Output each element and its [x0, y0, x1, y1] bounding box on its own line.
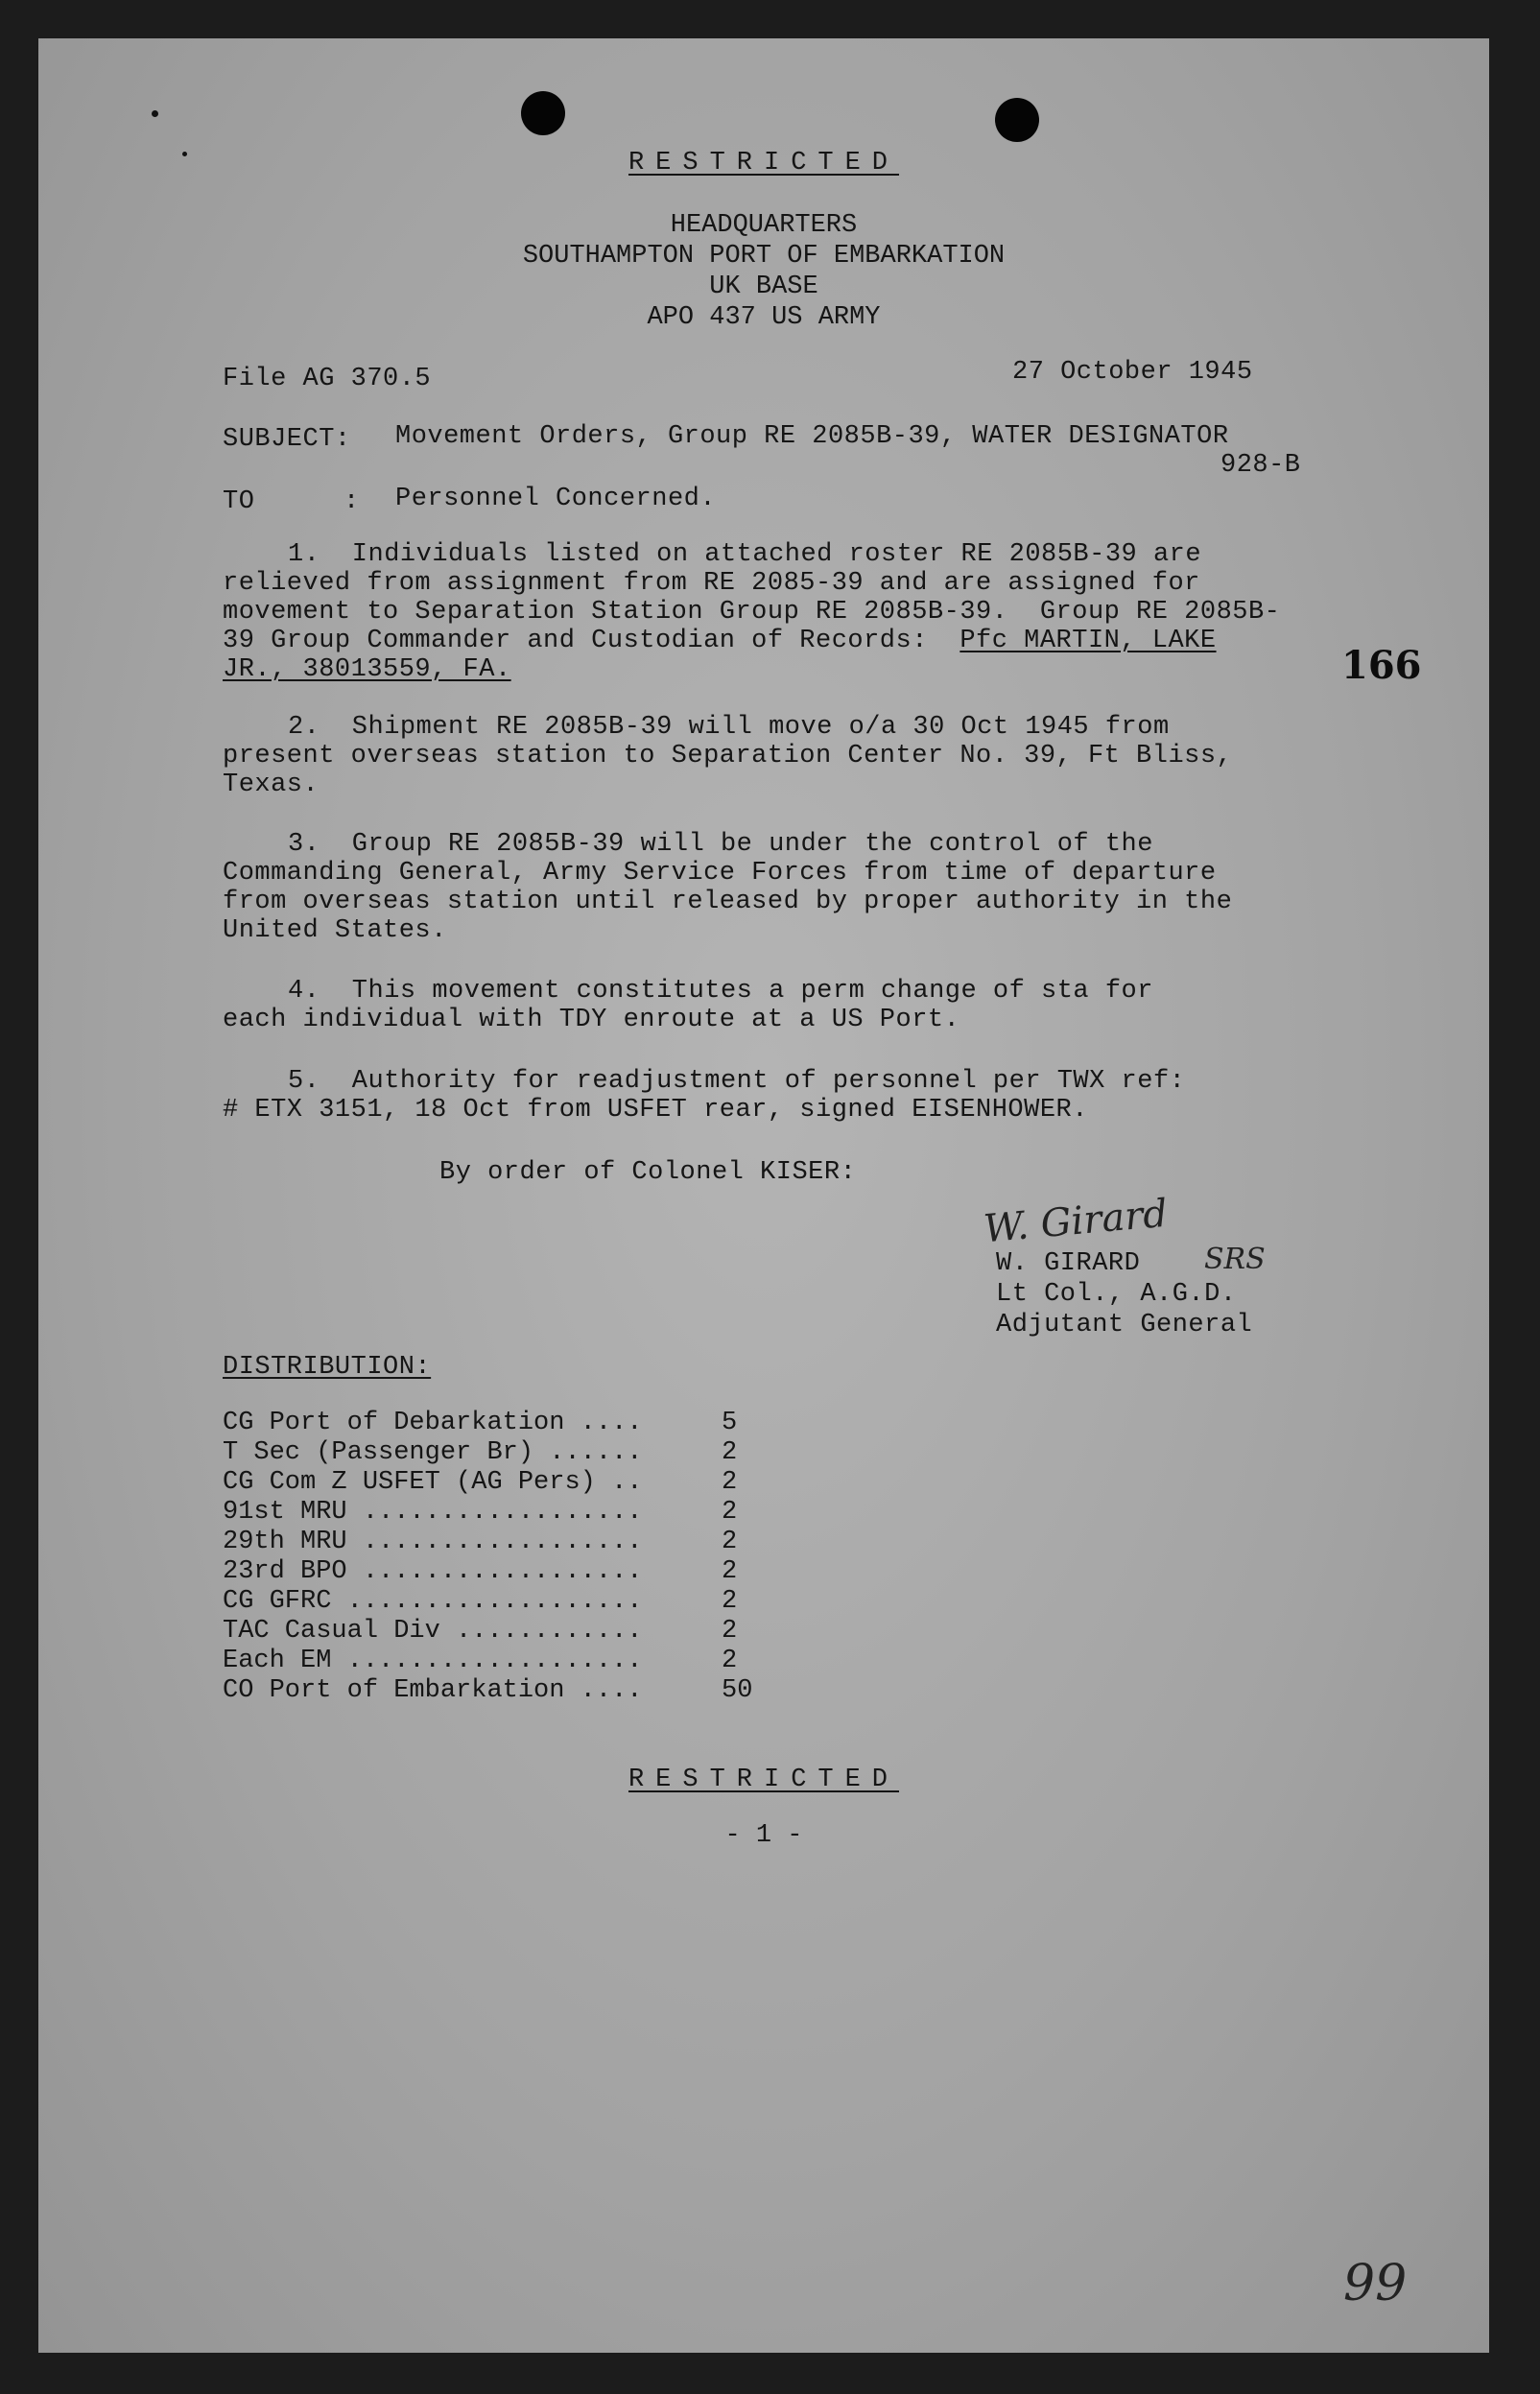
distribution-count: 50	[722, 1676, 753, 1705]
distribution-row	[223, 1587, 738, 1616]
custodian-name: Pfc MARTIN, LAKE	[960, 627, 1217, 655]
distribution-row	[223, 1557, 738, 1586]
distribution-heading: DISTRIBUTION:	[223, 1353, 432, 1382]
paragraph-2-line-2: present overseas station to Separation Center No. 39, Ft Bliss,	[223, 742, 1233, 770]
distribution-label: 29th MRU ..................	[223, 1528, 643, 1556]
org-line-1: HEADQUARTERS	[670, 211, 858, 240]
paragraph-1-line-2: relieved from assignment from RE 2085-39 and are assigned for	[223, 569, 1200, 598]
distribution-row	[223, 1498, 738, 1527]
distribution-count: 2	[722, 1557, 738, 1586]
distribution-count: 2	[722, 1617, 738, 1646]
page-number: - 1 -	[724, 1821, 803, 1850]
paragraph-1-line-5: JR., 38013559, FA.	[223, 655, 511, 684]
distribution-row	[223, 1617, 738, 1646]
distribution-count: 2	[722, 1528, 738, 1556]
paragraph-3-line-2: Commanding General, Army Service Forces from time of departure	[223, 859, 1217, 888]
document-date: 27 October 1945	[1012, 358, 1253, 387]
distribution-count: 2	[722, 1468, 738, 1497]
paragraph-5-line-2: # ETX 3151, 18 Oct from USFET rear, signed EISENHOWER.	[223, 1096, 1088, 1125]
distribution-label: 23rd BPO ..................	[223, 1557, 643, 1586]
distribution-row	[223, 1438, 738, 1467]
subject-label: SUBJECT:	[223, 425, 351, 454]
distribution-label: CG Port of Debarkation ....	[223, 1409, 643, 1437]
paragraph-4-line-1: 4. This movement constitutes a perm change of sta for	[288, 977, 1153, 1006]
paragraph-2-line-3: Texas.	[223, 770, 320, 799]
paragraph-1-line-4	[223, 627, 1217, 655]
document-page	[38, 38, 1489, 2353]
distribution-count: 2	[722, 1438, 738, 1467]
distribution-row	[223, 1528, 738, 1556]
signer-name: W. GIRARD	[996, 1249, 1141, 1278]
org-line-4: APO 437 US ARMY	[647, 303, 881, 332]
by-order-line: By order of Colonel KISER:	[439, 1158, 857, 1187]
stamp-number: 166	[1341, 643, 1422, 688]
paragraph-3-line-1: 3. Group RE 2085B-39 will be under the control of the	[288, 830, 1153, 859]
to-colon: :	[344, 487, 360, 516]
org-line-2: SOUTHAMPTON PORT OF EMBARKATION	[522, 242, 1006, 271]
paragraph-3-line-4: United States.	[223, 916, 447, 945]
paragraph-1-line-1: 1. Individuals listed on attached roster RE 2085B-39 are	[288, 540, 1202, 569]
distribution-count: 2	[722, 1647, 738, 1675]
speck	[152, 110, 158, 117]
distribution-label: CG Com Z USFET (AG Pers) ..	[223, 1468, 643, 1497]
distribution-row	[223, 1647, 738, 1675]
signer-rank: Lt Col., A.G.D.	[996, 1280, 1237, 1309]
paragraph-1-line-4-text: 39 Group Commander and Custodian of Records:	[223, 627, 960, 655]
punch-hole-right	[995, 98, 1039, 142]
distribution-label: TAC Casual Div ............	[223, 1617, 643, 1646]
distribution-row	[223, 1409, 738, 1437]
handwritten-signature: W. Girard	[982, 1191, 1170, 1252]
subject-text: Movement Orders, Group RE 2085B-39, WATER DESIGNATOR	[395, 422, 1229, 451]
distribution-label: T Sec (Passenger Br) ......	[223, 1438, 643, 1467]
distribution-count: 5	[722, 1409, 738, 1437]
subject-text-cont: 928-B	[1220, 451, 1301, 480]
punch-hole-left	[521, 91, 565, 135]
distribution-row	[223, 1468, 738, 1497]
distribution-count: 2	[722, 1498, 738, 1527]
org-line-3: UK BASE	[709, 273, 818, 301]
paragraph-4-line-2: each individual with TDY enroute at a US Port.	[223, 1006, 960, 1034]
distribution-label: 91st MRU ..................	[223, 1498, 643, 1527]
classification-bottom: RESTRICTED	[628, 1766, 900, 1794]
paragraph-5-line-1: 5. Authority for readjustment of personnel per TWX ref:	[288, 1067, 1186, 1096]
to-label: TO	[223, 487, 255, 516]
signer-initials: SRS	[1204, 1243, 1266, 1276]
distribution-count: 2	[722, 1587, 738, 1616]
paragraph-3-line-3: from overseas station until released by proper authority in the	[223, 888, 1233, 916]
handwritten-page-number: 99	[1343, 2255, 1408, 2312]
distribution-label: Each EM ...................	[223, 1647, 643, 1675]
distribution-label: CG GFRC ...................	[223, 1587, 643, 1616]
file-reference: File AG 370.5	[223, 365, 432, 393]
paragraph-2-line-1: 2. Shipment RE 2085B-39 will move o/a 30 Oct 1945 from	[288, 713, 1170, 742]
to-text: Personnel Concerned.	[395, 485, 717, 513]
signer-title: Adjutant General	[996, 1311, 1253, 1339]
distribution-label: CO Port of Embarkation ....	[223, 1676, 643, 1705]
distribution-row	[223, 1676, 753, 1705]
classification-top: RESTRICTED	[628, 149, 900, 178]
paragraph-1-line-3: movement to Separation Station Group RE 2085B-39. Group RE 2085B-	[223, 598, 1281, 627]
